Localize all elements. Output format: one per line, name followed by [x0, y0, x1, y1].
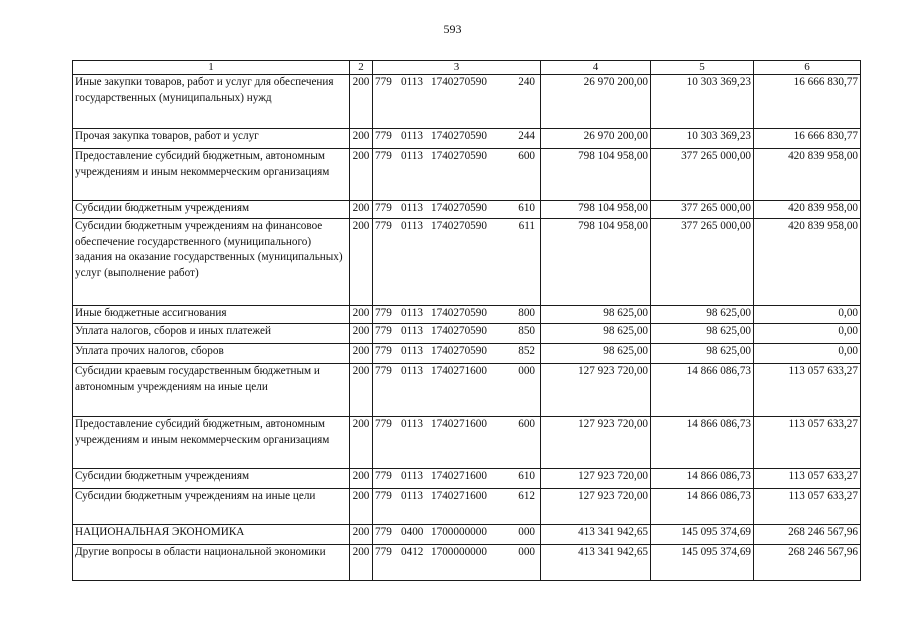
- code-part-2: 0113: [401, 325, 423, 337]
- row-value-col4: 26 970 200,00: [541, 129, 651, 149]
- row-value-col4: 127 923 720,00: [541, 364, 651, 417]
- code-part-4: 000: [518, 365, 535, 377]
- code-part-3: 1740270590: [431, 130, 487, 142]
- row-name-cell: Прочая закупка товаров, работ и услуг: [73, 129, 350, 149]
- code-part-2: 0113: [401, 76, 423, 88]
- row-code-cell: [373, 324, 541, 344]
- code-part-4: 852: [518, 345, 535, 357]
- code-part-1: 779: [375, 418, 392, 430]
- table-row: [73, 149, 861, 201]
- code-part-4: 000: [518, 526, 535, 538]
- code-part-4: 000: [518, 546, 535, 558]
- row-value-col6: 420 839 958,00: [754, 201, 861, 219]
- row-value-col4: 98 625,00: [541, 324, 651, 344]
- code-part-2: 0412: [401, 546, 424, 558]
- row-name-cell: Субсидии бюджетным учреждениям: [73, 469, 350, 489]
- code-part-1: 779: [375, 202, 392, 214]
- row-value-col6: 113 057 633,27: [754, 364, 861, 417]
- code-part-3: 1740270590: [431, 220, 487, 232]
- column-header-4: 4: [541, 61, 651, 75]
- code-part-2: 0113: [401, 130, 423, 142]
- row-value-col6: 113 057 633,27: [754, 417, 861, 469]
- code-part-3: 1740271600: [431, 490, 487, 502]
- row-value-col6: 420 839 958,00: [754, 219, 861, 306]
- table-row: [73, 129, 861, 149]
- row-value-col5: 377 265 000,00: [651, 149, 754, 201]
- row-code-cell: [373, 306, 541, 324]
- code-part-1: 779: [375, 526, 392, 538]
- code-part-3: 1740270590: [431, 325, 487, 337]
- row-name-cell: Субсидии бюджетным учреждениям на финансовое обеспечение государственного (муниципального) задания на оказание государственных (муниципальных) услуг (выполнение работ): [73, 219, 350, 306]
- row-col2-cell: 200: [350, 525, 373, 545]
- table-header: [73, 61, 861, 75]
- code-part-3: 1700000000: [431, 526, 487, 538]
- row-value-col5: 10 303 369,23: [651, 129, 754, 149]
- row-value-col4: 413 341 942,65: [541, 525, 651, 545]
- row-col2-cell: 200: [350, 201, 373, 219]
- code-part-4: 612: [518, 490, 535, 502]
- code-part-4: 850: [518, 325, 535, 337]
- code-part-2: 0113: [401, 345, 423, 357]
- code-part-2: 0113: [401, 490, 423, 502]
- row-name-cell: Субсидии краевым государственным бюджетным и автономным учреждениям на иные цели: [73, 364, 350, 417]
- row-value-col5: 10 303 369,23: [651, 75, 754, 129]
- code-part-4: 610: [518, 202, 535, 214]
- code-part-4: 611: [518, 220, 535, 232]
- row-code-cell: [373, 489, 541, 525]
- code-part-3: 1740271600: [431, 365, 487, 377]
- table-body: [73, 75, 861, 581]
- code-part-1: 779: [375, 325, 392, 337]
- row-col2-cell: 200: [350, 75, 373, 129]
- row-value-col6: 16 666 830,77: [754, 75, 861, 129]
- column-header-2: 2: [350, 61, 373, 75]
- code-part-3: 1740270590: [431, 202, 487, 214]
- row-col2-cell: 200: [350, 219, 373, 306]
- row-name-cell: НАЦИОНАЛЬНАЯ ЭКОНОМИКА: [73, 525, 350, 545]
- row-value-col5: 145 095 374,69: [651, 525, 754, 545]
- row-code-cell: [373, 469, 541, 489]
- row-code-cell: [373, 201, 541, 219]
- row-name-cell: Иные бюджетные ассигнования: [73, 306, 350, 324]
- row-value-col6: 420 839 958,00: [754, 149, 861, 201]
- table-row: [73, 469, 861, 489]
- row-col2-cell: 200: [350, 149, 373, 201]
- table-row: [73, 324, 861, 344]
- code-part-1: 779: [375, 345, 392, 357]
- row-value-col4: 413 341 942,65: [541, 545, 651, 581]
- row-code-cell: [373, 344, 541, 364]
- code-part-3: 1740270590: [431, 76, 487, 88]
- row-name-cell: Уплата налогов, сборов и иных платежей: [73, 324, 350, 344]
- code-part-1: 779: [375, 307, 392, 319]
- column-header-1: 1: [73, 61, 350, 75]
- row-col2-cell: 200: [350, 306, 373, 324]
- row-code-cell: [373, 75, 541, 129]
- row-name-cell: Иные закупки товаров, работ и услуг для обеспечения государственных (муниципальных) нужд: [73, 75, 350, 129]
- row-value-col4: 127 923 720,00: [541, 469, 651, 489]
- row-value-col4: 98 625,00: [541, 344, 651, 364]
- row-value-col5: 14 866 086,73: [651, 417, 754, 469]
- row-code-cell: [373, 364, 541, 417]
- row-code-cell: [373, 525, 541, 545]
- code-part-4: 600: [518, 418, 535, 430]
- row-value-col6: 0,00: [754, 344, 861, 364]
- code-part-2: 0400: [401, 526, 424, 538]
- row-value-col4: 127 923 720,00: [541, 489, 651, 525]
- row-name-cell: Уплата прочих налогов, сборов: [73, 344, 350, 364]
- row-value-col5: 14 866 086,73: [651, 469, 754, 489]
- code-part-1: 779: [375, 546, 392, 558]
- code-part-2: 0113: [401, 470, 423, 482]
- row-value-col4: 98 625,00: [541, 306, 651, 324]
- row-name-cell: Субсидии бюджетным учреждениям на иные цели: [73, 489, 350, 525]
- code-part-2: 0113: [401, 150, 423, 162]
- table-row: [73, 75, 861, 129]
- row-value-col4: 798 104 958,00: [541, 149, 651, 201]
- row-value-col6: 16 666 830,77: [754, 129, 861, 149]
- row-value-col4: 798 104 958,00: [541, 201, 651, 219]
- row-value-col4: 26 970 200,00: [541, 75, 651, 129]
- code-part-2: 0113: [401, 307, 423, 319]
- table-row: [73, 219, 861, 306]
- row-value-col6: 268 246 567,96: [754, 545, 861, 581]
- table-row: [73, 364, 861, 417]
- row-value-col5: 98 625,00: [651, 306, 754, 324]
- row-value-col6: 113 057 633,27: [754, 469, 861, 489]
- code-part-4: 610: [518, 470, 535, 482]
- row-code-cell: [373, 417, 541, 469]
- table-row: [73, 417, 861, 469]
- code-part-3: 1740271600: [431, 470, 487, 482]
- code-part-3: 1700000000: [431, 546, 487, 558]
- row-code-cell: [373, 219, 541, 306]
- code-part-3: 1740270590: [431, 150, 487, 162]
- row-col2-cell: 200: [350, 129, 373, 149]
- table-row: [73, 201, 861, 219]
- row-value-col4: 798 104 958,00: [541, 219, 651, 306]
- row-col2-cell: 200: [350, 469, 373, 489]
- row-value-col6: 113 057 633,27: [754, 489, 861, 525]
- code-part-3: 1740271600: [431, 418, 487, 430]
- column-header-3: 3: [373, 61, 541, 75]
- row-col2-cell: 200: [350, 489, 373, 525]
- row-value-col6: 0,00: [754, 306, 861, 324]
- header-row: [73, 61, 861, 75]
- row-col2-cell: 200: [350, 417, 373, 469]
- code-part-1: 779: [375, 490, 392, 502]
- table-row: [73, 525, 861, 545]
- code-part-1: 779: [375, 365, 392, 377]
- code-part-2: 0113: [401, 220, 423, 232]
- budget-table: [72, 60, 861, 581]
- row-name-cell: Предоставление субсидий бюджетным, автономным учреждениям и иным некоммерческим организациям: [73, 417, 350, 469]
- row-value-col5: 98 625,00: [651, 324, 754, 344]
- code-part-1: 779: [375, 220, 392, 232]
- page-number: 593: [443, 22, 462, 36]
- row-col2-cell: 200: [350, 364, 373, 417]
- code-part-1: 779: [375, 470, 392, 482]
- row-col2-cell: 200: [350, 324, 373, 344]
- code-part-3: 1740270590: [431, 307, 487, 319]
- row-name-cell: Субсидии бюджетным учреждениям: [73, 201, 350, 219]
- row-value-col6: 268 246 567,96: [754, 525, 861, 545]
- table-row: [73, 489, 861, 525]
- row-value-col5: 377 265 000,00: [651, 219, 754, 306]
- row-value-col5: 98 625,00: [651, 344, 754, 364]
- code-part-1: 779: [375, 150, 392, 162]
- code-part-3: 1740270590: [431, 345, 487, 357]
- table-row: [73, 344, 861, 364]
- code-part-1: 779: [375, 130, 392, 142]
- row-col2-cell: 200: [350, 344, 373, 364]
- code-part-4: 244: [518, 130, 535, 142]
- code-part-2: 0113: [401, 365, 423, 377]
- row-name-cell: Другие вопросы в области национальной экономики: [73, 545, 350, 581]
- table-row: [73, 545, 861, 581]
- row-code-cell: [373, 545, 541, 581]
- code-part-4: 240: [518, 76, 535, 88]
- code-part-2: 0113: [401, 418, 423, 430]
- row-col2-cell: 200: [350, 545, 373, 581]
- code-part-4: 800: [518, 307, 535, 319]
- code-part-1: 779: [375, 76, 392, 88]
- column-header-5: 5: [651, 61, 754, 75]
- row-value-col4: 127 923 720,00: [541, 417, 651, 469]
- row-name-cell: Предоставление субсидий бюджетным, автономным учреждениям и иным некоммерческим организациям: [73, 149, 350, 201]
- row-code-cell: [373, 129, 541, 149]
- row-code-cell: [373, 149, 541, 201]
- row-value-col5: 377 265 000,00: [651, 201, 754, 219]
- row-value-col5: 14 866 086,73: [651, 364, 754, 417]
- row-value-col5: 145 095 374,69: [651, 545, 754, 581]
- column-header-6: 6: [754, 61, 861, 75]
- row-value-col6: 0,00: [754, 324, 861, 344]
- table-row: [73, 306, 861, 324]
- row-value-col5: 14 866 086,73: [651, 489, 754, 525]
- code-part-2: 0113: [401, 202, 423, 214]
- code-part-4: 600: [518, 150, 535, 162]
